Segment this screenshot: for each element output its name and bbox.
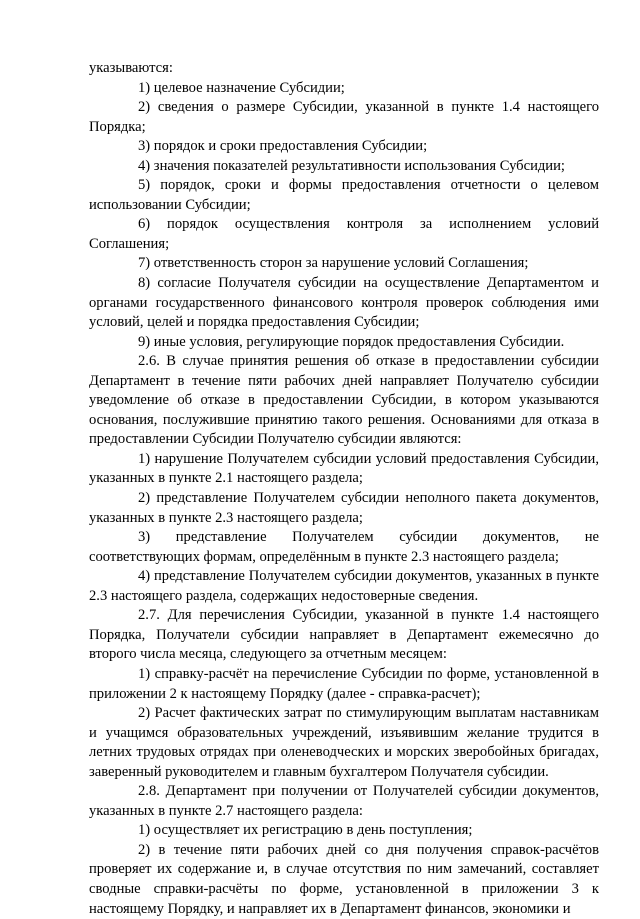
paragraph-docs-2: 2) Расчет фактических затрат по стимулирующим выплатам наставникам и учащимся образовательных учреждений, изъявившим желание трудится в летних трудовых отрядах при оленеводческих и морских зверобойных бригадах, заверенный руководителем и главным бухгалтером Получателя субсидии. xyxy=(89,705,599,780)
paragraph-dept-2: 2) в течение пяти рабочих дней со дня получения справок-расчётов проверяет их содержание и, в случае отсутствия по ним замечаний, составляет сводные справки-расчёты по форме, установленной в приложении 3 к настоящему Порядку, и направляет их в Департамент финансов, экономики и xyxy=(89,841,599,917)
document-page xyxy=(89,59,599,919)
paragraph-section-2-6: 2.6. В случае принятия решения об отказе в предоставлении субсидии Департамент в течение пяти рабочих дней направляет Получателю субсидии уведомление об отказе в предоставлении Субсидии, в котором указываются основания, послужившие принятию такого решения. Основаниями для отказа в предоставлении Субсидии Получателю субсидии являются: xyxy=(89,353,599,448)
paragraph-item-5: 5) порядок, сроки и формы предоставления отчетности о целевом использовании Субсидии; xyxy=(89,177,599,213)
paragraph-continuation: указываются: xyxy=(89,60,173,76)
paragraph-dept-1: 1) осуществляет их регистрацию в день поступления; xyxy=(138,822,473,839)
paragraph-item-2: 2) сведения о размере Субсидии, указанной в пункте 1.4 настоящего Порядка; xyxy=(89,99,599,135)
paragraph-refusal-1: 1) нарушение Получателем субсидии условий предоставления Субсидии, указанных в пункте 2.1 настоящего раздела; xyxy=(89,450,599,487)
paragraph-item-3: 3) порядок и сроки предоставления Субсидии; xyxy=(138,138,428,155)
paragraph-item-1: 1) целевое назначение Субсидии; xyxy=(138,79,345,96)
paragraph-item-8: 8) согласие Получателя субсидии на осуществление Департаментом и органами государственного финансового контроля проверок соблюдения ими условий, целей и порядка предоставления Субсидии; xyxy=(89,275,599,331)
paragraph-section-2-8: 2.8. Департамент при получении от Получателей субсидии документов, указанных в пункте 2.7 настоящего раздела: xyxy=(89,783,599,819)
paragraph-section-2-7: 2.7. Для перечисления Субсидии, указанной в пункте 1.4 настоящего Порядка, Получатели субсидии направляет в Департамент ежемесячно до второго числа месяца, следующего за отчетным месяцем: xyxy=(89,607,599,663)
paragraph-item-9: 9) иные условия, регулирующие порядок предоставления Субсидии. xyxy=(138,333,565,350)
paragraph-docs-1: 1) справку-расчёт на перечисление Субсидии по форме, установленной в приложении 2 к настоящему Порядку (далее - справка-расчет); xyxy=(89,665,599,702)
paragraph-refusal-2: 2) представление Получателем субсидии неполного пакета документов, указанных в пункте 2.3 настоящего раздела; xyxy=(89,490,599,526)
paragraph-item-7: 7) ответственность сторон за нарушение условий Соглашения; xyxy=(138,255,529,272)
paragraph-refusal-3: 3) представление Получателем субсидии документов, не соответствующих формам, определённым в пункте 2.3 настоящего раздела; xyxy=(89,529,599,565)
paragraph-item-6: 6) порядок осуществления контроля за исполнением условий Соглашения; xyxy=(89,216,599,252)
paragraph-item-4: 4) значения показателей результативности использования Субсидии; xyxy=(138,157,565,174)
paragraph-refusal-4: 4) представление Получателем субсидии документов, указанных в пункте 2.3 настоящего раздела, содержащих недостоверные сведения. xyxy=(89,568,599,604)
